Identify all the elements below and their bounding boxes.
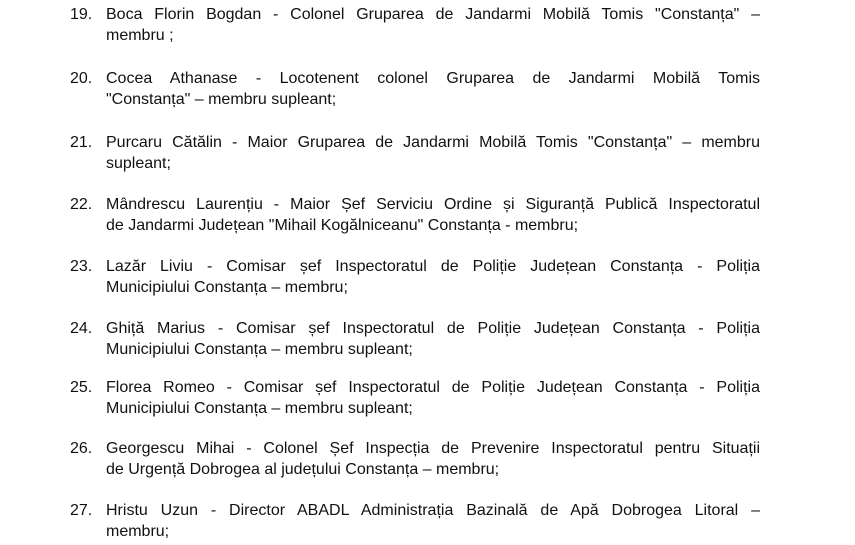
list-item-number: 25. bbox=[70, 379, 93, 396]
list-item-line: Purcaru Cătălin - Maior Gruparea de Jandarmi Mobilă Tomis "Constanța" – membru bbox=[106, 134, 760, 151]
list-item bbox=[70, 4, 760, 46]
list-item-line: Lazăr Liviu - Comisar șef Inspectoratul de Poliție Județean Constanța - Poliția bbox=[106, 258, 760, 275]
list-item-line: Boca Florin Bogdan - Colonel Gruparea de Jandarmi Mobilă Tomis "Constanța" – bbox=[106, 6, 760, 23]
list-item-text bbox=[106, 318, 760, 360]
list-item-line: Georgescu Mihai - Colonel Șef Inspecția de Prevenire Inspectoratul pentru Situații bbox=[106, 440, 760, 457]
list-item-text bbox=[106, 68, 760, 110]
list-item-number: 24. bbox=[70, 320, 93, 337]
list-item-number: 22. bbox=[70, 196, 93, 213]
list-item-number: 20. bbox=[70, 70, 93, 87]
list-item bbox=[70, 318, 760, 360]
list-item-line: Municipiului Constanța – membru supleant; bbox=[106, 341, 413, 358]
list-item-text bbox=[106, 500, 760, 542]
list-item-line: membru; bbox=[106, 523, 170, 540]
list-item-line: membru ; bbox=[106, 27, 174, 44]
list-item-text bbox=[106, 438, 760, 480]
list-item bbox=[70, 377, 760, 419]
list-item-number: 27. bbox=[70, 502, 93, 519]
list-item bbox=[70, 68, 760, 110]
list-item-line: de Urgență Dobrogea al județului Constanța – membru; bbox=[106, 461, 500, 478]
list-item-line: Hristu Uzun - Director ABADL Administrația Bazinală de Apă Dobrogea Litoral – bbox=[106, 502, 760, 519]
list-item-text bbox=[106, 377, 760, 419]
list-item-number: 21. bbox=[70, 134, 93, 151]
list-item-number: 23. bbox=[70, 258, 93, 275]
list-item-line: supleant; bbox=[106, 155, 171, 172]
list-item-line: Municipiului Constanța – membru; bbox=[106, 279, 348, 296]
list-item-line: Ghiță Marius - Comisar șef Inspectoratul de Poliție Județean Constanța - Poliția bbox=[106, 320, 760, 337]
list-item-line: "Constanța" – membru supleant; bbox=[106, 91, 337, 108]
list-item bbox=[70, 256, 760, 298]
list-item-line: Municipiului Constanța – membru supleant; bbox=[106, 400, 413, 417]
list-item-number: 19. bbox=[70, 6, 93, 23]
list-item bbox=[70, 438, 760, 480]
list-item-text bbox=[106, 4, 760, 46]
list-item-text bbox=[106, 194, 760, 236]
list-item bbox=[70, 194, 760, 236]
list-item-line: Cocea Athanase - Locotenent colonel Gruparea de Jandarmi Mobilă Tomis bbox=[106, 70, 760, 87]
list-item-line: Florea Romeo - Comisar șef Inspectoratul de Poliție Județean Constanța - Poliția bbox=[106, 379, 760, 396]
list-item bbox=[70, 132, 760, 174]
list-item-text bbox=[106, 256, 760, 298]
list-item-text bbox=[106, 132, 760, 174]
list-item-line: de Jandarmi Județean "Mihail Kogălniceanu" Constanța - membru; bbox=[106, 217, 579, 234]
list-item bbox=[70, 500, 760, 542]
list-item-number: 26. bbox=[70, 440, 93, 457]
list-item-line: Mândrescu Laurențiu - Maior Șef Serviciu Ordine și Siguranță Publică Inspectoratul bbox=[106, 196, 760, 213]
